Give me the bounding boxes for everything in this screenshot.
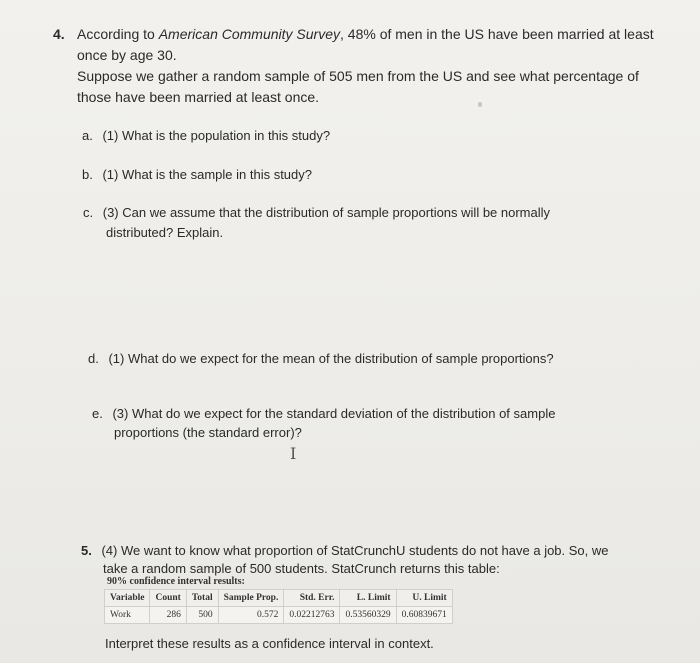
part-d-text: (1) What do we expect for the mean of the distribution of sample proportions? [108,351,554,366]
part-e-label: e. [92,406,103,421]
part-e [92,406,555,421]
q4-intro-line-2: once by age 30. [77,47,177,63]
header-variable: Variable [105,590,150,607]
header-sample-prop: Sample Prop. [218,590,284,607]
cell-std-err: 0.02212763 [284,607,340,624]
cell-total: 500 [186,607,218,624]
cell-l-limit: 0.53560329 [340,607,396,624]
part-a [82,128,330,143]
table-row [105,607,453,624]
cell-u-limit: 0.60839671 [396,607,452,624]
question-4-number: 4. [53,26,65,42]
q5-closing: Interpret these results as a confidence interval in context. [105,636,434,651]
part-a-label: a. [82,128,93,143]
q4-intro-line-3: Suppose we gather a random sample of 505 men from the US and see what percentage of [77,68,639,84]
q5-text-1: (4) We want to know what proportion of StatCrunchU students do not have a job. So, we [101,543,609,558]
part-e-text-2: proportions (the standard error)? [114,425,302,440]
header-l-limit: L. Limit [340,590,396,607]
question-5-number: 5. [81,543,92,558]
results-table [104,589,453,624]
cell-variable: Work [105,607,150,624]
q4-intro-part-c: , 48% of men in the US have been married at least [340,26,654,42]
q5-text-2: take a random sample of 500 students. StatCrunch returns this table: [103,561,500,576]
survey-name: American Community Survey [158,26,340,42]
text-cursor-icon: I [290,444,297,463]
part-b [82,167,312,182]
cell-sample-prop: 0.572 [218,607,284,624]
q4-intro-part-a: According to [77,26,159,42]
part-a-text: (1) What is the population in this study? [102,128,331,143]
part-c [83,205,550,220]
part-c-text-2: distributed? Explain. [106,225,224,240]
paper-speck [478,102,482,107]
part-c-label: c. [83,205,94,220]
part-e-text-1: (3) What do we expect for the standard deviation of the distribution of sample [112,406,556,421]
header-count: Count [150,590,186,607]
header-u-limit: U. Limit [396,590,452,607]
q4-intro-line-1 [77,26,654,42]
question-5 [81,543,609,558]
q4-intro-line-4: those have been married at least once. [77,89,320,105]
part-d [88,351,554,366]
header-std-err: Std. Err. [284,590,340,607]
confidence-interval-title: 90% confidence interval results: [107,576,245,587]
part-b-text: (1) What is the sample in this study? [102,167,312,182]
part-b-label: b. [82,167,93,182]
cell-count: 286 [150,607,186,624]
table-header-row [105,590,453,607]
part-d-label: d. [88,351,99,366]
part-c-text-1: (3) Can we assume that the distribution of sample proportions will be normally [102,205,551,220]
header-total: Total [186,590,218,607]
